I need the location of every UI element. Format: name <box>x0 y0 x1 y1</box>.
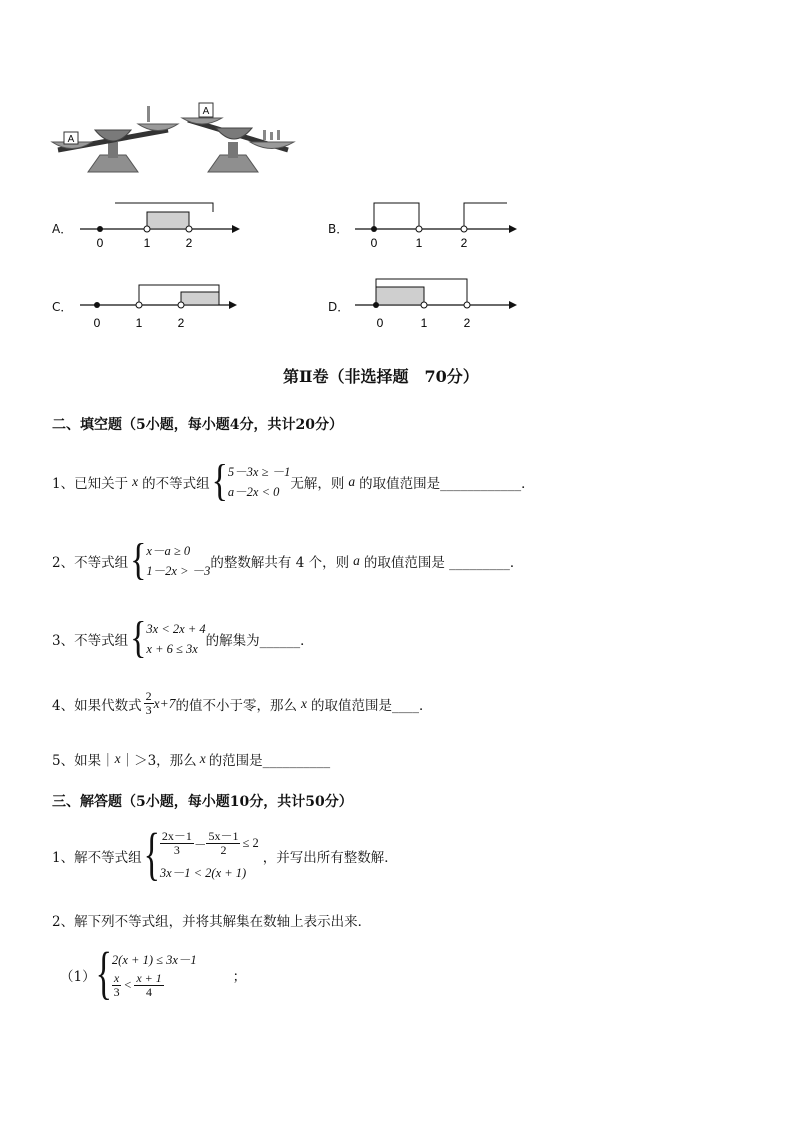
s3q1-system <box>160 830 259 881</box>
q4-fraction <box>144 690 154 717</box>
option-a-number-line <box>70 195 250 251</box>
tick-2: 2 <box>177 316 185 330</box>
s3q1-minus: － <box>193 837 207 852</box>
s3q1-line-2: 3x－1 < 2(x + 1) <box>159 866 247 880</box>
right-balance <box>182 103 294 172</box>
option-b-letter: B． <box>328 222 349 236</box>
tick-0: 0 <box>376 316 384 330</box>
s3q2-1-end: ； <box>232 968 247 985</box>
fill-question-3 <box>52 614 314 663</box>
q5-var: x <box>114 751 121 766</box>
left-balance <box>52 106 178 172</box>
q5-mid: ｜＞3，那么 <box>120 753 197 769</box>
q5-suffix: 的范围是__________ <box>208 753 331 769</box>
option-a-letter: A． <box>52 222 73 236</box>
fill-question-4 <box>52 690 432 717</box>
s3q2-1-frac-b <box>134 972 163 999</box>
s3q2-1-system <box>112 950 197 999</box>
q3-brace: { <box>130 614 147 663</box>
s3q1-line-1 <box>160 830 259 857</box>
s3q2-1-fb-den: 4 <box>146 985 153 999</box>
q2-ineq-2: 1－2x > －3 <box>146 564 211 578</box>
s3q2-1-frac-a <box>112 972 121 999</box>
s3q2-1-lt: < <box>124 978 132 992</box>
s3q2-1-fa-den: 3 <box>113 985 120 999</box>
q3-system <box>146 619 205 659</box>
q1-prefix: 1、已知关于 <box>52 476 129 492</box>
fill-question-1 <box>52 457 535 506</box>
q2-ineq-1: x－a ≥ 0 <box>146 544 191 558</box>
fill-question-2 <box>52 536 524 585</box>
option-d-letter: D． <box>328 300 350 314</box>
q3-prefix: 3、不等式组 <box>52 633 129 649</box>
fill-question-5 <box>52 749 330 769</box>
s3q1-prefix: 1、解不等式组 <box>52 849 142 866</box>
q1-var-a: a <box>348 474 356 489</box>
option-c-number-line <box>70 275 250 331</box>
q2-brace: { <box>130 536 147 585</box>
q1-system <box>228 462 290 502</box>
q1-var: x <box>132 474 139 489</box>
q4-frac-num: 2 <box>145 689 152 703</box>
section3-heading: 三、解答题（5小题，每小题10分，共计50分） <box>52 794 353 810</box>
section2-heading: 二、填空题（5小题，每小题4分，共计20分） <box>52 417 343 433</box>
tick-0: 0 <box>96 236 104 250</box>
q2-var-a: a <box>353 553 360 568</box>
option-c-letter: C． <box>52 300 73 314</box>
s3q2-1-fb-num: x + 1 <box>136 971 162 985</box>
tick-0: 0 <box>93 316 101 330</box>
q1-suffix-1: 无解，则 <box>290 476 345 492</box>
option-b-number-line <box>345 195 525 251</box>
box-label-left: A <box>67 134 75 145</box>
s3q1-frac-1 <box>160 830 194 857</box>
q2-suffix-2: 的取值范围是 _________． <box>363 555 524 571</box>
tick-1: 1 <box>415 236 423 250</box>
tick-1: 1 <box>135 316 143 330</box>
q5-prefix: 5、如果｜ <box>52 753 115 769</box>
s3q1-brace: { <box>143 823 160 887</box>
s3q2-1-line-2 <box>112 972 197 999</box>
s3q1-f1-num: 2x－1 <box>161 829 192 843</box>
q1-mid: 的不等式组 <box>142 476 210 492</box>
q3-suffix: 的解集为______． <box>205 633 314 649</box>
part2-title: 第Ⅱ卷（非选择题 70分） <box>283 367 479 386</box>
q1-suffix-2: 的取值范围是____________． <box>359 476 535 492</box>
tick-0: 0 <box>370 236 378 250</box>
tick-1: 1 <box>420 316 428 330</box>
answer-question-2-part-1 <box>60 942 247 1006</box>
q4-expr: x+7 <box>153 695 176 711</box>
q2-system <box>146 541 210 581</box>
q5-var-2: x <box>199 751 206 766</box>
s3q1-f1-den: 3 <box>173 843 180 857</box>
s3q2-1-line-1: 2(x + 1) ≤ 3x－1 <box>111 953 197 967</box>
q2-suffix-1: 的整数解共有 4 个，则 <box>210 555 350 571</box>
s3q1-f2-num: 5x－1 <box>208 829 239 843</box>
s3q2-1-fa-num: x <box>113 971 120 985</box>
q3-ineq-1: 3x < 2x + 4 <box>146 622 206 636</box>
q4-prefix: 4、如果代数式 <box>52 697 142 714</box>
s3q1-f2-den: 2 <box>220 843 227 857</box>
q4-suffix: 的取值范围是____． <box>310 697 433 714</box>
tick-2: 2 <box>460 236 468 250</box>
q1-ineq-1: 5－3x ≥ －1 <box>227 465 291 479</box>
option-d-number-line <box>345 275 525 331</box>
s3q2-1-brace: { <box>95 942 112 1006</box>
q4-var: x <box>300 695 307 711</box>
q1-ineq-2: a－2x < 0 <box>227 485 280 499</box>
answer-question-2: 2、解下列不等式组，并将其解集在数轴上表示出来． <box>52 914 372 930</box>
s3q1-le: ≤ 2 <box>242 836 259 850</box>
q1-brace: { <box>211 457 228 506</box>
answer-question-1 <box>52 823 398 887</box>
q4-frac-den: 3 <box>145 703 152 717</box>
box-label-right: A <box>202 106 210 117</box>
s3q1-frac-2 <box>206 830 240 857</box>
s3q1-suffix: ，并写出所有整数解． <box>262 849 398 866</box>
q3-ineq-2: x + 6 ≤ 3x <box>146 642 198 656</box>
q4-mid: 的值不小于零，那么 <box>175 697 297 714</box>
balance-scale-figure <box>50 100 300 180</box>
q2-prefix: 2、不等式组 <box>52 555 129 571</box>
tick-1: 1 <box>143 236 151 250</box>
tick-2: 2 <box>185 236 193 250</box>
s3q2-1-label: （1） <box>60 968 96 985</box>
tick-2: 2 <box>463 316 471 330</box>
